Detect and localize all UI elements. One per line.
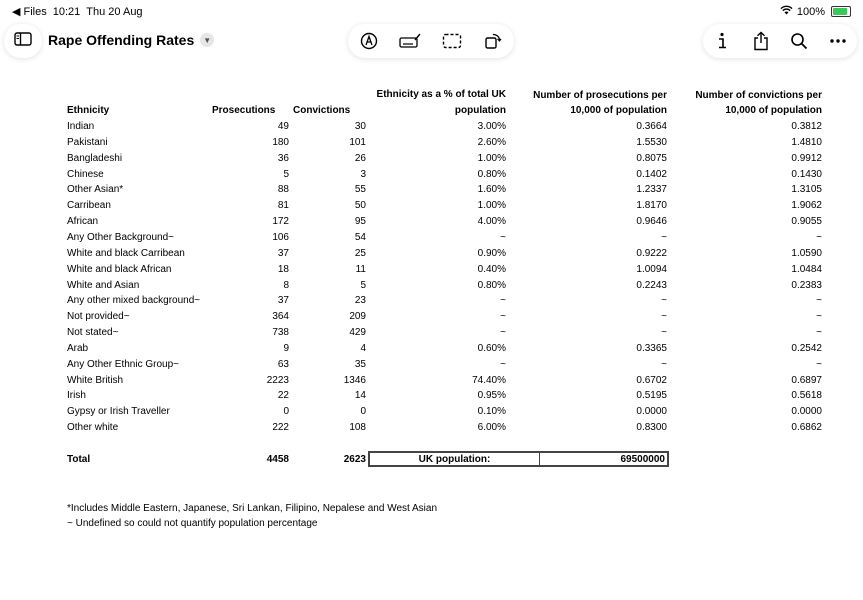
convictions-cell[interactable]: 209 — [349, 311, 366, 323]
document-title: Rape Offending Rates — [48, 32, 195, 48]
percent-cell[interactable]: 0.60% — [477, 342, 506, 354]
header-pros-rate-line2[interactable]: 10,000 of population — [570, 105, 667, 116]
pros-rate-cell[interactable]: 1.0094 — [636, 263, 667, 275]
convictions-cell[interactable]: 101 — [349, 136, 366, 148]
pros-rate-cell[interactable]: 1.2337 — [636, 184, 667, 196]
ethnicity-cell[interactable]: Gypsy or Irish Traveller — [67, 406, 170, 418]
convictions-cell[interactable]: 25 — [354, 247, 366, 259]
battery-percent: 100% — [796, 5, 825, 18]
ethnicity-cell[interactable]: Other white — [67, 422, 119, 434]
ethnicity-cell[interactable]: White and black Carribean — [67, 247, 185, 259]
percent-cell[interactable]: 0.80% — [477, 279, 506, 291]
conv-rate-cell[interactable]: 0.9055 — [791, 216, 822, 228]
total-label[interactable]: Total — [67, 454, 91, 465]
prosecutions-cell[interactable]: 22 — [277, 390, 289, 402]
percent-cell[interactable]: ~ — [500, 327, 506, 339]
percent-cell[interactable]: 0.95% — [477, 390, 506, 402]
uk-population-value: 69500000 — [620, 454, 665, 465]
pros-rate-cell[interactable]: 0.9646 — [636, 216, 667, 228]
percent-cell[interactable]: 0.90% — [477, 247, 506, 259]
conv-rate-cell[interactable]: 0.2542 — [791, 342, 822, 354]
prosecutions-cell[interactable]: 49 — [277, 121, 289, 132]
header-percent-line2[interactable]: population — [454, 105, 506, 116]
convictions-cell[interactable]: 1346 — [343, 374, 366, 386]
total-prosecutions[interactable]: 4458 — [266, 454, 289, 465]
percent-cell[interactable]: ~ — [500, 358, 506, 370]
conv-rate-cell[interactable]: 1.0484 — [791, 263, 822, 275]
ethnicity-cell[interactable]: Chinese — [67, 168, 104, 180]
prosecutions-cell[interactable]: 5 — [283, 168, 289, 180]
percent-cell[interactable]: 0.10% — [477, 406, 506, 418]
convictions-cell[interactable]: 108 — [349, 422, 366, 434]
convictions-cell[interactable]: 35 — [354, 358, 366, 370]
pros-rate-cell[interactable]: ~ — [661, 358, 667, 370]
convictions-cell[interactable]: 14 — [354, 390, 366, 402]
footnote-asterisk[interactable]: *Includes Middle Eastern, Japanese, Sri Lankan, Filipino, Nepalese and West Asian — [67, 503, 438, 514]
percent-cell[interactable]: ~ — [500, 295, 506, 307]
pros-rate-cell[interactable]: 0.9222 — [636, 247, 667, 259]
percent-cell[interactable]: 1.00% — [477, 152, 506, 164]
pros-rate-cell[interactable]: 0.3664 — [636, 121, 667, 132]
pros-rate-cell[interactable]: ~ — [661, 327, 667, 339]
ethnicity-cell[interactable]: Pakistani — [67, 136, 108, 148]
pros-rate-cell[interactable]: 0.1402 — [636, 168, 667, 180]
conv-rate-cell[interactable]: ~ — [816, 327, 822, 339]
percent-cell[interactable]: 4.00% — [477, 216, 506, 228]
convictions-cell[interactable]: 5 — [360, 279, 366, 291]
percent-cell[interactable]: ~ — [500, 311, 506, 323]
ethnicity-cell[interactable]: Not stated~ — [67, 327, 119, 339]
pros-rate-cell[interactable]: 0.6702 — [636, 374, 667, 386]
prosecutions-cell[interactable]: 37 — [277, 247, 289, 259]
ethnicity-cell[interactable]: White and Asian — [67, 279, 140, 291]
pros-rate-cell[interactable]: 1.5530 — [636, 136, 667, 148]
ethnicity-cell[interactable]: Irish — [67, 390, 86, 402]
ethnicity-cell[interactable]: White and black African — [67, 263, 172, 275]
conv-rate-cell[interactable]: ~ — [816, 295, 822, 307]
convictions-cell[interactable]: 4 — [360, 342, 366, 354]
ethnicity-cell[interactable]: Carribean — [67, 200, 111, 212]
pros-rate-cell[interactable]: 0.2243 — [636, 279, 667, 291]
convictions-cell[interactable]: 95 — [354, 216, 366, 228]
conv-rate-cell[interactable]: 1.4810 — [791, 136, 822, 148]
prosecutions-cell[interactable]: 180 — [272, 136, 289, 148]
ethnicity-cell[interactable]: Bangladeshi — [67, 152, 123, 164]
ethnicity-cell[interactable]: Arab — [67, 342, 89, 354]
header-ethnicity[interactable]: Ethnicity — [67, 105, 110, 116]
conv-rate-cell[interactable]: 0.0000 — [791, 406, 822, 418]
conv-rate-cell[interactable]: 0.6897 — [791, 374, 822, 386]
prosecutions-cell[interactable]: 81 — [277, 200, 289, 212]
convictions-cell[interactable]: 429 — [349, 327, 366, 339]
header-pros-rate-line1[interactable]: Number of prosecutions per — [533, 90, 667, 101]
ethnicity-cell[interactable]: Any other mixed background~ — [67, 295, 201, 307]
prosecutions-cell[interactable]: 8 — [283, 279, 289, 291]
conv-rate-cell[interactable]: 0.5618 — [791, 390, 822, 402]
prosecutions-cell[interactable]: 2223 — [266, 374, 289, 386]
prosecutions-cell[interactable]: 88 — [277, 184, 289, 196]
convictions-cell[interactable]: 30 — [354, 121, 366, 132]
footnote-tilde[interactable]: ~ Undefined so could not quantify population percentage — [67, 518, 318, 529]
prosecutions-cell[interactable]: 36 — [277, 152, 289, 164]
prosecutions-cell[interactable]: 222 — [272, 422, 289, 434]
header-prosecutions[interactable]: Prosecutions — [212, 105, 276, 116]
convictions-cell[interactable]: 0 — [360, 406, 366, 418]
conv-rate-cell[interactable]: 0.2383 — [791, 279, 822, 291]
percent-cell[interactable]: 0.80% — [477, 168, 506, 180]
uk-population-label: UK population: — [418, 454, 491, 465]
prosecutions-cell[interactable]: 63 — [277, 358, 289, 370]
conv-rate-cell[interactable]: 0.9912 — [791, 152, 822, 164]
pros-rate-cell[interactable]: ~ — [661, 311, 667, 323]
conv-rate-cell[interactable]: 0.1430 — [791, 168, 822, 180]
status-time: 10:21 — [52, 5, 81, 18]
ethnicity-cell[interactable]: Other Asian* — [67, 184, 124, 196]
ethnicity-cell[interactable]: Any Other Ethnic Group~ — [67, 358, 180, 370]
percent-cell[interactable]: ~ — [500, 231, 506, 243]
convictions-cell[interactable]: 55 — [354, 184, 366, 196]
prosecutions-cell[interactable]: 106 — [272, 231, 289, 243]
percent-cell[interactable]: 0.40% — [477, 263, 506, 275]
ethnicity-cell[interactable]: Indian — [67, 121, 95, 132]
pros-rate-cell[interactable]: ~ — [661, 231, 667, 243]
status-date: Thu 20 Aug — [86, 5, 143, 18]
prosecutions-cell[interactable]: 18 — [277, 263, 289, 275]
conv-rate-cell[interactable]: 0.3812 — [791, 121, 822, 132]
header-percent-line1[interactable]: Ethnicity as a % of total UK — [376, 89, 506, 100]
ethnicity-cell[interactable]: Any Other Background~ — [67, 231, 175, 243]
chevron-down-icon: ▼ — [200, 33, 214, 47]
ethnicity-cell[interactable]: White British — [67, 374, 124, 386]
back-to-files-link[interactable]: ◀ Files — [12, 6, 47, 18]
pros-rate-cell[interactable]: 0.5195 — [636, 390, 667, 402]
convictions-cell[interactable]: 26 — [354, 152, 366, 164]
conv-rate-cell[interactable]: ~ — [816, 311, 822, 323]
pros-rate-cell[interactable]: 0.0000 — [636, 406, 667, 418]
total-convictions[interactable]: 2623 — [343, 454, 366, 465]
ethnicity-cell[interactable]: African — [67, 216, 99, 228]
percent-cell[interactable]: 2.60% — [477, 136, 506, 148]
convictions-cell[interactable]: 54 — [354, 231, 366, 243]
conv-rate-cell[interactable]: 0.6862 — [791, 422, 822, 434]
pros-rate-cell[interactable]: 1.8170 — [636, 200, 667, 212]
conv-rate-cell[interactable]: 1.9062 — [791, 200, 822, 212]
percent-cell[interactable]: 74.40% — [472, 374, 506, 386]
convictions-cell[interactable]: 11 — [355, 263, 366, 275]
convictions-cell[interactable]: 50 — [354, 200, 366, 212]
pros-rate-cell[interactable]: 0.3365 — [636, 342, 667, 354]
prosecutions-cell[interactable]: 364 — [272, 311, 289, 323]
prosecutions-cell[interactable]: 37 — [277, 295, 289, 307]
pros-rate-cell[interactable]: ~ — [661, 295, 667, 307]
header-convictions[interactable]: Convictions — [293, 105, 351, 116]
prosecutions-cell[interactable]: 9 — [283, 342, 289, 354]
convictions-cell[interactable]: 23 — [354, 295, 366, 307]
uk-population-box[interactable] — [368, 451, 669, 467]
percent-cell[interactable]: 1.00% — [477, 200, 506, 212]
conv-rate-cell[interactable]: ~ — [816, 358, 822, 370]
pros-rate-cell[interactable]: 0.8300 — [636, 422, 667, 434]
percent-cell[interactable]: 6.00% — [477, 422, 506, 434]
conv-rate-cell[interactable]: ~ — [816, 231, 822, 243]
header-conv-rate-line2[interactable]: 10,000 of population — [725, 105, 822, 116]
convictions-cell[interactable]: 3 — [360, 168, 366, 180]
percent-cell[interactable]: 1.60% — [477, 184, 506, 196]
ethnicity-cell[interactable]: Not provided~ — [67, 311, 130, 323]
conv-rate-cell[interactable]: 1.3105 — [791, 184, 822, 196]
percent-cell[interactable]: 3.00% — [477, 121, 506, 132]
header-conv-rate-line1[interactable]: Number of convictions per — [695, 90, 822, 101]
conv-rate-cell[interactable]: 1.0590 — [791, 247, 822, 259]
pros-rate-cell[interactable]: 0.8075 — [636, 152, 667, 164]
prosecutions-cell[interactable]: 738 — [272, 327, 289, 339]
prosecutions-cell[interactable]: 172 — [272, 216, 289, 228]
prosecutions-cell[interactable]: 0 — [283, 406, 289, 418]
